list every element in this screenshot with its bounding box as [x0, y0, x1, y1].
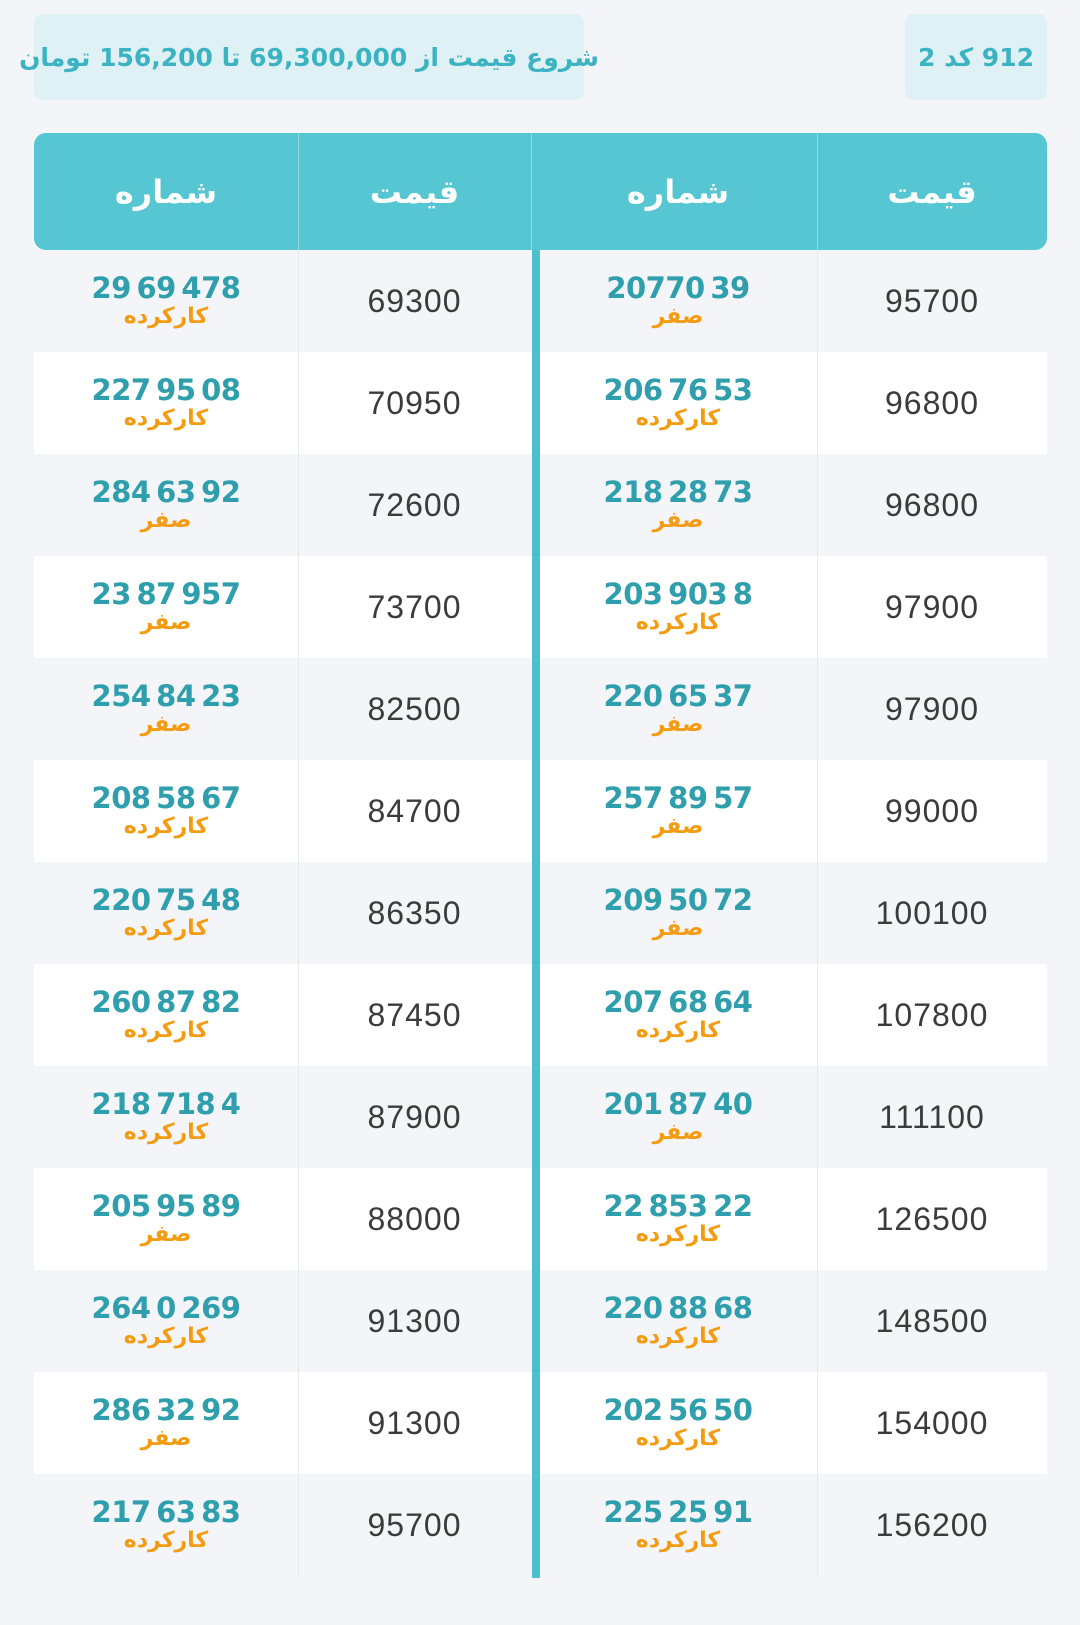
number-cell-right	[539, 760, 817, 862]
condition-badge: کارکرده	[635, 1018, 721, 1043]
condition-badge: کارکرده	[123, 1120, 209, 1145]
table-row[interactable]	[34, 1168, 1047, 1270]
number-cell-left	[34, 1372, 298, 1474]
price-cell-left	[298, 1474, 531, 1576]
condition-badge: کارکرده	[635, 1528, 721, 1553]
phone-number: 29 69 478	[91, 271, 241, 305]
condition-badge: کارکرده	[123, 814, 209, 839]
price-cell-right	[817, 760, 1047, 862]
condition-badge: کارکرده	[123, 916, 209, 941]
condition-badge: صفر	[140, 1222, 192, 1247]
column-divider	[298, 250, 299, 1578]
condition-badge: کارکرده	[635, 1324, 721, 1349]
price-value: 86350	[367, 894, 462, 931]
phone-number: 205 95 89	[91, 1189, 241, 1223]
phone-number: 23 87 957	[91, 577, 241, 611]
price-cell-right	[817, 454, 1047, 556]
number-cell-right	[539, 1474, 817, 1576]
price-value: 91300	[367, 1302, 462, 1339]
code-filter[interactable]	[905, 14, 1047, 100]
price-cell-left	[298, 250, 531, 352]
condition-badge: صفر	[652, 304, 704, 329]
price-value: 97900	[885, 588, 979, 625]
price-cell-left	[298, 454, 531, 556]
price-range-filter[interactable]	[19, 14, 599, 100]
number-cell-left	[34, 250, 298, 352]
table-row[interactable]	[34, 658, 1047, 760]
price-value: 72600	[367, 486, 462, 523]
price-cell-right	[817, 1372, 1047, 1474]
column-divider	[817, 250, 818, 1578]
price-cell-right	[817, 250, 1047, 352]
number-cell-left	[34, 556, 298, 658]
price-cell-right	[817, 658, 1047, 760]
price-cell-left	[298, 1168, 531, 1270]
price-cell-right	[817, 862, 1047, 964]
number-cell-right	[539, 1372, 817, 1474]
center-divider	[532, 250, 540, 1578]
price-cell-left	[298, 658, 531, 760]
price-cell-left	[298, 1066, 531, 1168]
table-row[interactable]	[34, 964, 1047, 1066]
price-cell-right	[817, 1168, 1047, 1270]
header-number-left: شماره	[114, 172, 218, 211]
price-cell-right	[817, 1474, 1047, 1576]
price-value: 96800	[885, 486, 979, 523]
table-header	[34, 133, 1047, 250]
number-cell-left	[34, 352, 298, 454]
price-value: 107800	[875, 996, 989, 1033]
table-row[interactable]	[34, 1066, 1047, 1168]
price-cell-right	[817, 1066, 1047, 1168]
condition-badge: صفر	[140, 712, 192, 737]
price-value: 87900	[367, 1098, 462, 1135]
table-row[interactable]	[34, 250, 1047, 352]
condition-badge: کارکرده	[123, 1324, 209, 1349]
phone-number: 206 76 53	[603, 373, 753, 407]
price-cell-right	[817, 964, 1047, 1066]
phone-number: 257 89 57	[603, 781, 753, 815]
condition-badge: کارکرده	[123, 304, 209, 329]
table-row[interactable]	[34, 862, 1047, 964]
number-cell-right	[539, 1270, 817, 1372]
table-row[interactable]	[34, 1474, 1047, 1576]
phone-number: 22 853 22	[603, 1189, 753, 1223]
price-value: 88000	[367, 1200, 462, 1237]
price-value: 96800	[885, 384, 979, 421]
phone-number: 284 63 92	[91, 475, 241, 509]
price-cell-left	[298, 1270, 531, 1372]
condition-badge: صفر	[652, 814, 704, 839]
table-row[interactable]	[34, 760, 1047, 862]
phone-number: 217 63 83	[91, 1495, 241, 1529]
number-cell-left	[34, 964, 298, 1066]
phone-number: 264 0 269	[91, 1291, 241, 1325]
price-cell-left	[298, 760, 531, 862]
condition-badge: کارکرده	[635, 1426, 721, 1451]
condition-badge: صفر	[140, 508, 192, 533]
price-value: 82500	[367, 690, 462, 727]
price-value: 73700	[367, 588, 462, 625]
price-value: 95700	[885, 282, 979, 319]
number-cell-right	[539, 352, 817, 454]
price-cell-left	[298, 964, 531, 1066]
number-cell-right	[539, 454, 817, 556]
phone-number: 254 84 23	[91, 679, 241, 713]
phone-number: 201 87 40	[603, 1087, 753, 1121]
phone-number: 208 58 67	[91, 781, 241, 815]
condition-badge: صفر	[652, 916, 704, 941]
number-cell-left	[34, 760, 298, 862]
table-row[interactable]	[34, 454, 1047, 556]
price-value: 154000	[875, 1404, 989, 1441]
price-value: 100100	[875, 894, 989, 931]
condition-badge: کارکرده	[635, 1222, 721, 1247]
phone-number: 203 903 8	[603, 577, 753, 611]
condition-badge: کارکرده	[123, 1528, 209, 1553]
price-cell-left	[298, 352, 531, 454]
code-filter-label: 912 کد 2	[918, 42, 1034, 72]
number-cell-right	[539, 1168, 817, 1270]
phone-number: 20770 39	[606, 271, 750, 305]
number-price-table	[34, 133, 1047, 1576]
number-cell-left	[34, 1066, 298, 1168]
price-cell-left	[298, 862, 531, 964]
phone-number: 209 50 72	[603, 883, 753, 917]
price-cell-right	[817, 352, 1047, 454]
number-cell-right	[539, 250, 817, 352]
phone-number: 220 65 37	[603, 679, 753, 713]
price-cell-right	[817, 1270, 1047, 1372]
number-cell-right	[539, 556, 817, 658]
table-body	[34, 250, 1047, 1576]
price-range-text: شروع قیمت از 69,300,000 تا 156,200 تومان	[19, 42, 599, 72]
number-cell-right	[539, 1066, 817, 1168]
number-cell-right	[539, 964, 817, 1066]
phone-number: 225 25 91	[603, 1495, 753, 1529]
header-divider	[531, 133, 532, 250]
price-value: 148500	[875, 1302, 989, 1339]
phone-number: 220 88 68	[603, 1291, 753, 1325]
table-row[interactable]	[34, 1372, 1047, 1474]
price-value: 91300	[367, 1404, 462, 1441]
condition-badge: کارکرده	[635, 610, 721, 635]
condition-badge: صفر	[140, 610, 192, 635]
condition-badge: کارکرده	[123, 406, 209, 431]
condition-badge: کارکرده	[123, 1018, 209, 1043]
price-cell-right	[817, 556, 1047, 658]
number-cell-left	[34, 1474, 298, 1576]
phone-number: 218 718 4	[91, 1087, 241, 1121]
condition-badge: صفر	[652, 712, 704, 737]
price-value: 111100	[879, 1098, 985, 1135]
phone-number: 286 32 92	[91, 1393, 241, 1427]
number-cell-left	[34, 862, 298, 964]
condition-badge: صفر	[140, 1426, 192, 1451]
price-value: 99000	[885, 792, 979, 829]
number-cell-left	[34, 454, 298, 556]
price-value: 70950	[367, 384, 462, 421]
header-price-left: قیمت	[369, 172, 460, 211]
price-cell-left	[298, 1372, 531, 1474]
table-row[interactable]	[34, 352, 1047, 454]
number-cell-right	[539, 862, 817, 964]
phone-number: 202 56 50	[603, 1393, 753, 1427]
price-value: 69300	[367, 282, 462, 319]
condition-badge: صفر	[652, 1120, 704, 1145]
header-price-right: قیمت	[887, 172, 977, 211]
price-value: 84700	[367, 792, 462, 829]
condition-badge: کارکرده	[635, 406, 721, 431]
number-cell-left	[34, 1168, 298, 1270]
number-cell-right	[539, 658, 817, 760]
header-number-right: شماره	[626, 172, 730, 211]
phone-number: 218 28 73	[603, 475, 753, 509]
phone-number: 207 68 64	[603, 985, 753, 1019]
price-value: 126500	[875, 1200, 989, 1237]
table-row[interactable]	[34, 1270, 1047, 1372]
price-cell-left	[298, 556, 531, 658]
phone-number: 260 87 82	[91, 985, 241, 1019]
number-cell-left	[34, 658, 298, 760]
condition-badge: صفر	[652, 508, 704, 533]
phone-number: 227 95 08	[91, 373, 241, 407]
number-cell-left	[34, 1270, 298, 1372]
table-row[interactable]	[34, 556, 1047, 658]
price-value: 87450	[367, 996, 462, 1033]
phone-number: 220 75 48	[91, 883, 241, 917]
price-value: 97900	[885, 690, 979, 727]
price-value: 95700	[367, 1506, 462, 1543]
price-value: 156200	[875, 1506, 989, 1543]
